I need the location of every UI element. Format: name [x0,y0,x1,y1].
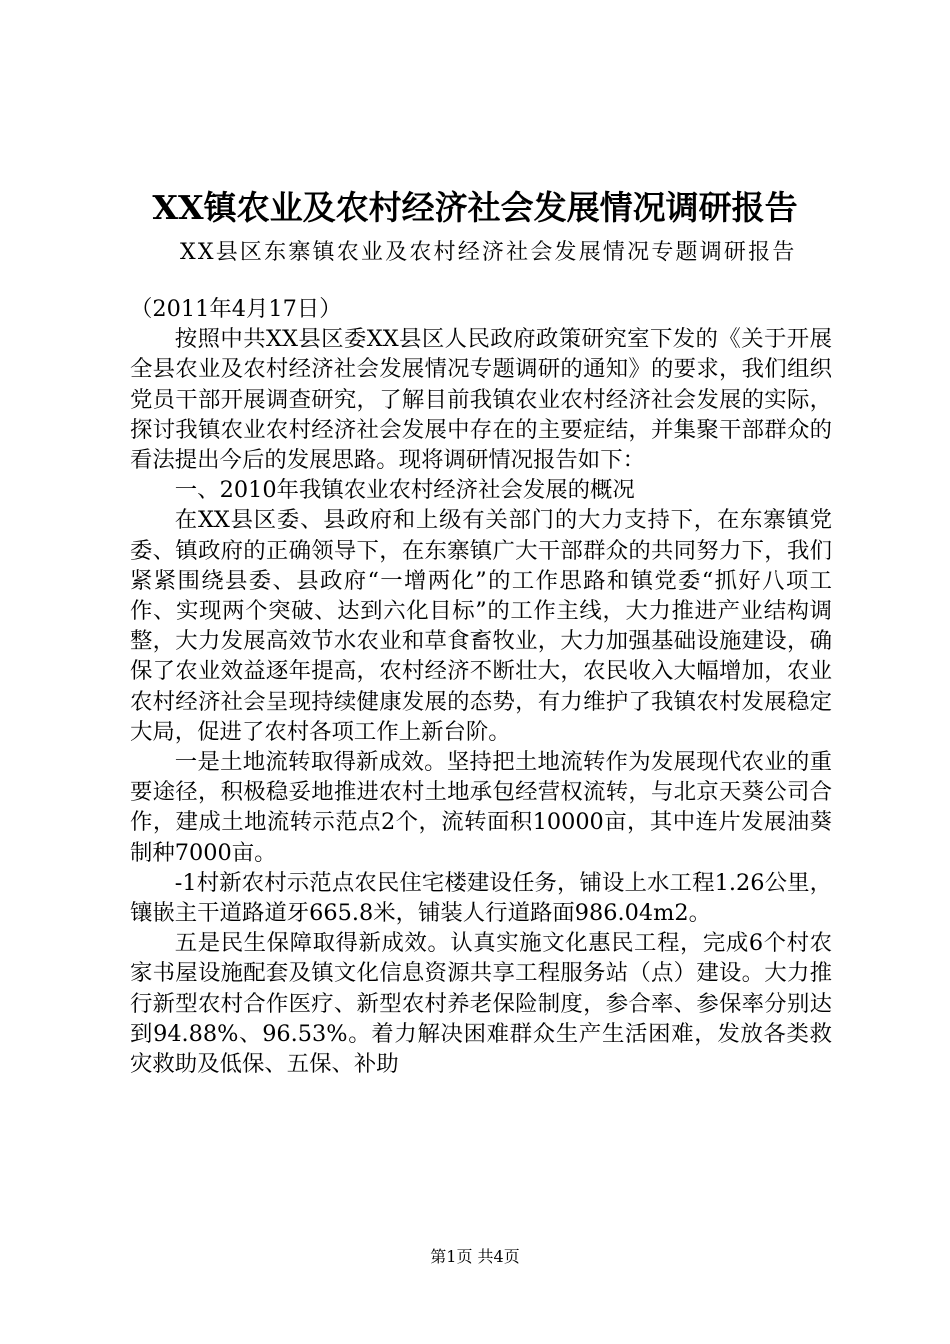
report-date: （2011年4月17日） [130,296,342,322]
document-subtitle: XX县区东寨镇农业及农村经济社会发展情况专题调研报告 [180,240,797,265]
overview-paragraph: 在XX县区委、县政府和上级有关部门的大力支持下，在东寨镇党委、镇政府的正确领导下，在东寨镇广大干部群众的共同努力下，我们紧紧围绕县委、县政府“一增两化”的工作思路和镇党委“抓好八项工作、实现两个突破、达到六化目标”的工作主线，大力推进产业结构调整，大力发展高效节水农业和草食畜牧业，大力加强基础设施建设，确保了农业效益逐年提高，农村经济不断壮大，农民收入大幅增加，农业农村经济社会呈现持续健康发展的态势，有力维护了我镇农村发展稳定大局，促进了农村各项工作上新台阶。 [130,507,832,745]
land-transfer-paragraph: 一是土地流转取得新成效。坚持把土地流转作为发展现代农业的重要途径，积极稳妥地推进农村土地承包经营权流转，与北京天葵公司合作，建成土地流转示范点2个，流转面积10000亩，其中连片发展油葵制种7000亩。 [130,749,832,866]
document-body [130,294,832,1079]
section-heading: 一、2010年我镇农业农村经济社会发展的概况 [174,477,635,504]
document-title: XX镇农业及农村经济社会发展情况调研报告 [152,188,798,227]
intro-paragraph: 按照中共XX县区委XX县区人民政府政策研究室下发的《关于开展全县农业及农村经济社会发展情况专题调研的通知》的要求，我们组织党员干部开展调查研究，了解目前我镇农业农村经济社会发展的实际，探讨我镇农业农村经济社会发展中存在的主要症结，并集聚干部群众的看法提出今后的发展思路。现将调研情况报告如下： [130,326,832,474]
new-village-paragraph: -1村新农村示范点农民住宅楼建设任务，铺设上水工程1.26公里，镶嵌主干道路道牙665.8米，铺装人行道路面986.04m2。 [130,869,832,927]
page-number-footer: 第1页 共4页 [430,1247,520,1266]
livelihood-paragraph: 五是民生保障取得新成效。认真实施文化惠民工程，完成6个村农家书屋设施配套及镇文化信息资源共享工程服务站（点）建设。大力推行新型农村合作医疗、新型农村养老保险制度，参合率、参保率分别达到94.88%、96.53%。着力解决困难群众生产生活困难，发放各类救灾救助及低保、五保、补助 [130,930,832,1078]
